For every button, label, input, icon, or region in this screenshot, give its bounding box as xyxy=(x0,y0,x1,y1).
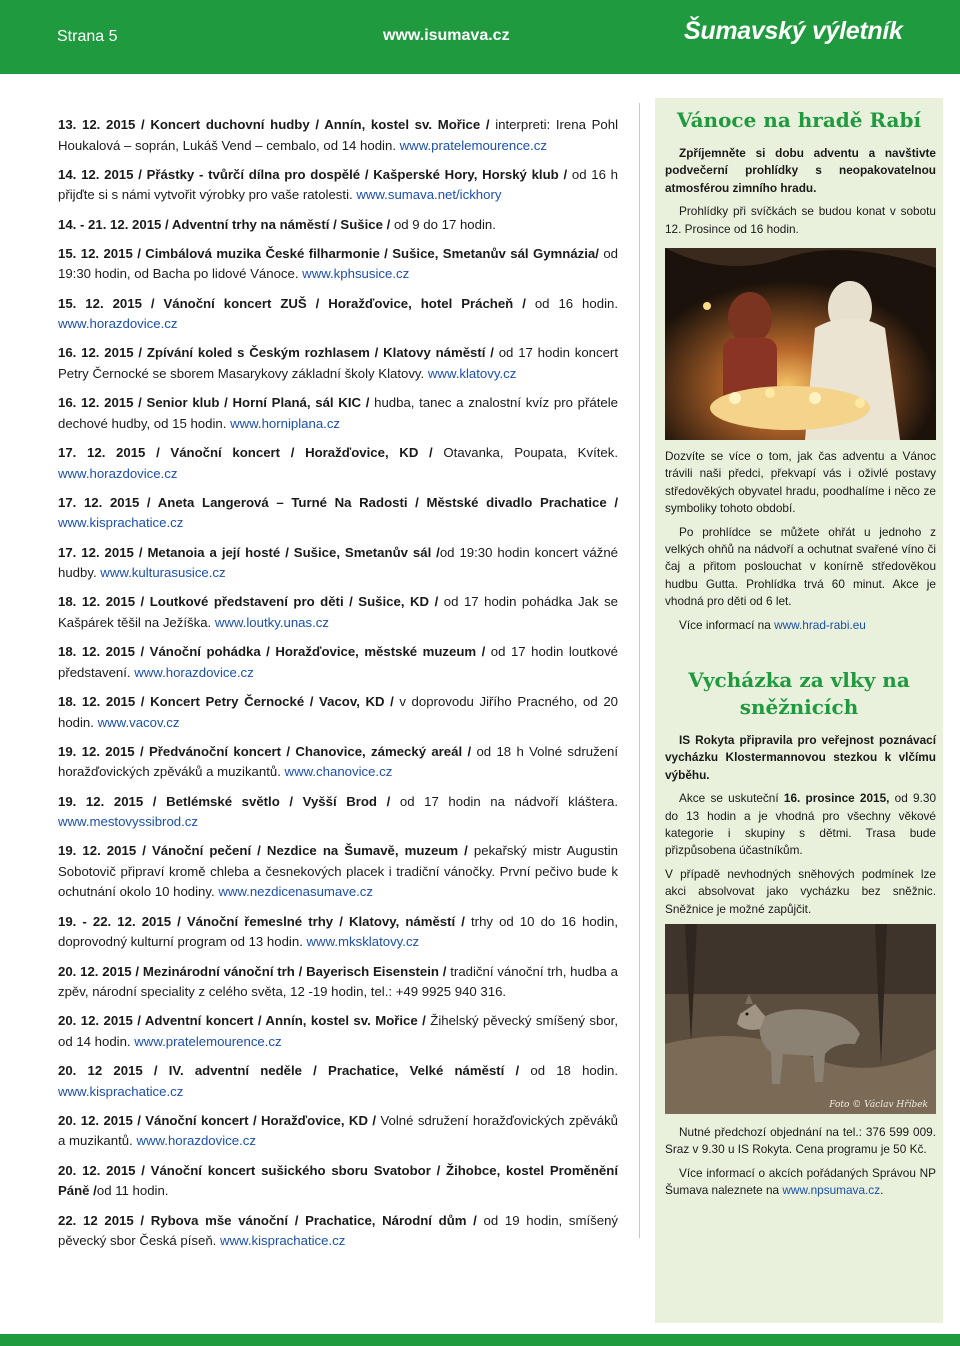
event-item xyxy=(58,393,618,434)
event-heading: 20. 12. 2015 / Mezinárodní vánoční trh / Bayerisch Eisenstein / xyxy=(58,963,447,979)
brand-logo: Šumavský výletník xyxy=(684,17,903,45)
event-description: trhy od 10 do 16 hodin, doprovodný kulturní program od 13 hodin. xyxy=(58,913,618,950)
event-heading: 17. 12. 2015 / Vánoční koncert / Horažďovice, KD / xyxy=(58,445,433,461)
event-heading: 17. 12. 2015 / Metanoia a její hosté / Sušice, Smetanův sál / xyxy=(58,544,440,560)
event-description: od 19 hodin, smíšený pěvecký sbor Česká píseň. xyxy=(58,1212,618,1249)
header-bar xyxy=(0,0,960,74)
event-list xyxy=(58,115,618,1260)
footer-bar xyxy=(0,1334,960,1346)
event-item xyxy=(58,1211,618,1252)
wolves-title: Vycházka za vlky na sněžnicích xyxy=(688,668,910,719)
event-heading: 20. 12 2015 / IV. adventní neděle / Prachatice, Velké náměstí / xyxy=(58,1063,520,1079)
event-heading: 16. 12. 2015 / Zpívání koled s Českým rozhlasem / Klatovy náměstí / xyxy=(58,345,494,361)
rabi-paragraph-2: Dozvíte se více o tom, jak čas adventu a Vánoc trávili naši předci, překvapí vás i oživlé postavy středověkých obyvatel hradu, poodhalíme i něco ze symboliky tohoto období. xyxy=(665,449,936,516)
event-link[interactable]: www.horazdovice.cz xyxy=(58,465,178,481)
event-link[interactable]: www.mksklatovy.cz xyxy=(306,934,420,950)
event-link[interactable]: www.kisprachatice.cz xyxy=(58,515,184,531)
event-link[interactable]: www.kisprachatice.cz xyxy=(220,1233,346,1249)
event-description: interpreti: Irena Pohl Houkalová – soprán, Lukáš Vend – cembalo, od 14 hodin. xyxy=(58,117,619,153)
npsumava-link[interactable]: www.npsumava.cz xyxy=(782,1183,881,1198)
event-item xyxy=(58,493,618,534)
page-number: Strana 5 xyxy=(57,28,118,45)
event-heading: 15. 12. 2015 / Cimbálová muzika České filharmonie / Sušice, Smetanův sál Gymnázia/ xyxy=(58,245,599,261)
event-description: v doprovodu Jiřího Pracného, od 20 hodin. xyxy=(58,694,618,730)
event-item xyxy=(58,244,618,285)
event-description: hudba, tanec a znalostní kvíz pro přátele dechové hudby, od 15 hodin. xyxy=(58,395,619,431)
event-heading: 19. 12. 2015 / Předvánoční koncert / Chanovice, zámecký areál / xyxy=(58,743,472,759)
event-link[interactable]: www.kphsusice.cz xyxy=(302,266,410,282)
event-item xyxy=(58,115,618,156)
event-description: od 9 do 17 hodin. xyxy=(390,216,496,232)
rabi-website-link[interactable]: www.hrad-rabi.eu xyxy=(774,617,866,632)
event-item xyxy=(58,1111,618,1152)
event-description: od 17 hodin pohádka Jak se Kašpárek těšil na Ježíška. xyxy=(58,594,619,630)
event-description: od 19:30 hodin koncert vážné hudby. xyxy=(58,544,618,581)
event-heading: 20. 12. 2015 / Vánoční koncert sušického sboru Svatobor / Žihobce, kostel Proměnění Páně / xyxy=(58,1162,618,1199)
event-heading: 16. 12. 2015 / Senior klub / Horní Planá, sál KIC / xyxy=(58,395,370,411)
rabi-intro xyxy=(665,145,936,244)
rabi-lead: Zpříjemněte si dobu adventu a navštivte podvečerní prohlídky s neopakovatelnou atmosférou zimního hradu. xyxy=(665,146,936,195)
event-heading: 18. 12. 2015 / Vánoční pohádka / Horažďovice, městské muzeum / xyxy=(58,644,486,660)
event-link[interactable]: www.klatovy.cz xyxy=(427,365,517,381)
wolves-paragraph-2: V případě nevhodných sněhových podmínek lze akci absolvovat jako vycházku bez sněžnic. Sněžnice je možné zapůjčit. xyxy=(665,866,936,916)
event-description: tradiční vánoční trh, hudba a zpěv, národní speciality z celého světa, 12 -19 hodin, tel.: +49 9925 940 316. xyxy=(58,963,618,1000)
event-link[interactable]: www.chanovice.cz xyxy=(284,764,393,780)
event-item xyxy=(58,592,618,633)
wolves-more-info: Více informací o akcích pořádaných Správou NP Šumava naleznete na www.npsumava.cz. xyxy=(665,1165,936,1198)
event-link[interactable]: www.kisprachatice.cz xyxy=(58,1083,184,1099)
rabi-castle-photo xyxy=(665,248,936,440)
event-heading: 14. - 21. 12. 2015 / Adventní trhy na náměstí / Sušice / xyxy=(58,216,391,232)
event-description: od 16 hodin. xyxy=(525,295,618,311)
event-item xyxy=(58,1161,618,1202)
wolves-paragraph-1: Akce se uskuteční 16. prosince 2015, od 9.30 do 13 hodin a je vhodná pro všechny věkové kategorie i skupiny s dětmi. Trasa bude přizpůsobena účastníkům. xyxy=(665,791,937,858)
event-link[interactable]: www.loutky.unas.cz xyxy=(214,614,329,630)
event-heading: 20. 12. 2015 / Adventní koncert / Annín, kostel sv. Mořice / xyxy=(58,1013,426,1029)
site-url[interactable]: www.isumava.cz xyxy=(383,27,510,44)
event-item xyxy=(58,841,618,903)
event-description: Otavanka, Poupata, Kvítek. xyxy=(432,445,618,461)
event-link[interactable]: www.pratelemourence.cz xyxy=(134,1033,282,1049)
event-heading: 15. 12. 2015 / Vánoční koncert ZUŠ / Horažďovice, hotel Prácheň / xyxy=(58,295,526,311)
event-item xyxy=(58,1011,618,1052)
event-heading: 18. 12. 2015 / Loutkové představení pro děti / Sušice, KD / xyxy=(58,594,439,610)
rabi-body xyxy=(665,448,936,640)
event-heading: 22. 12 2015 / Rybova mše vánoční / Prachatice, Národní dům / xyxy=(58,1212,477,1228)
event-item xyxy=(58,294,618,335)
event-heading: 19. 12. 2015 / Betlémské světlo / Vyšší Brod / xyxy=(58,793,391,809)
event-heading: 20. 12. 2015 / Vánoční koncert / Horažďovice, KD / xyxy=(58,1112,377,1128)
rabi-more-info: Více informací na www.hrad-rabi.eu xyxy=(679,617,866,632)
event-heading: 14. 12. 2015 / Přástky - tvůrčí dílna pro dospělé / Kašperské Hory, Horský klub / xyxy=(58,166,568,182)
event-description: Volné sdružení horažďovických zpěváků a muzikantů. xyxy=(58,1112,618,1149)
column-divider xyxy=(639,103,640,1238)
event-description: od 18 hodin. xyxy=(519,1063,618,1079)
event-link[interactable]: www.horazdovice.cz xyxy=(136,1133,256,1149)
rabi-title: Vánoce na hradě Rabí xyxy=(676,108,922,132)
event-item xyxy=(58,962,618,1003)
event-description: od 19:30 hodin, od Bacha po lidové Vánoce. xyxy=(58,245,618,282)
event-link[interactable]: www.kulturasusice.cz xyxy=(100,565,226,581)
event-description: od 17 hodin na nádvoří kláštera. xyxy=(390,793,618,809)
event-heading: 18. 12. 2015 / Koncert Petry Černocké / Vacov, KD / xyxy=(58,694,394,710)
event-description: od 16 h přijďte si s námi vytvořit výrobky pro vaše ratolesti. xyxy=(58,166,619,203)
event-item xyxy=(58,642,618,683)
event-link[interactable]: www.horniplana.cz xyxy=(230,415,341,431)
wolf-photo xyxy=(665,924,936,1114)
event-heading: 19. 12. 2015 / Vánoční pečení / Nezdice na Šumavě, muzeum / xyxy=(58,843,468,859)
event-item xyxy=(58,792,618,833)
event-item xyxy=(58,215,618,236)
rabi-paragraph-3: Po prohlídce se můžete ohřát u jednoho z velkých ohňů na nádvoří a ochutnat svařené víno či čaj a přitom poslouchat v konírně středověkou hudbu Gutta. Prohlídka trvá 60 minut. Akce je vhodná pro děti od 6 let. xyxy=(665,524,936,609)
event-item xyxy=(58,912,618,953)
sidebar xyxy=(655,98,943,1323)
event-link[interactable]: www.pratelemourence.cz xyxy=(399,137,547,153)
event-link[interactable]: www.mestovyssibrod.cz xyxy=(58,814,198,830)
event-link[interactable]: www.nezdicenasumave.cz xyxy=(218,884,373,900)
event-link[interactable]: www.horazdovice.cz xyxy=(58,316,178,332)
event-link[interactable]: www.sumava.net/ickhory xyxy=(356,187,502,203)
event-link[interactable]: www.vacov.cz xyxy=(97,714,180,730)
event-link[interactable]: www.horazdovice.cz xyxy=(134,664,254,680)
event-heading: 17. 12. 2015 / Aneta Langerová – Turné Na Radosti / Městské divadlo Prachatice / xyxy=(58,494,618,510)
event-heading: 13. 12. 2015 / Koncert duchovní hudby / Annín, kostel sv. Mořice / xyxy=(58,117,490,132)
candlelit-scene-image xyxy=(665,248,936,440)
event-item xyxy=(58,343,618,384)
wolves-paragraph-3: Nutné předchozí objednání na tel.: 376 599 009. Sraz v 9.30 u IS Rokyta. Cena programu je 50 Kč. xyxy=(665,1125,936,1157)
wolves-intro xyxy=(665,732,936,924)
event-description: od 17 hodin loutkové představení. xyxy=(58,644,618,680)
event-item xyxy=(58,543,618,584)
event-description: pekařský mistr Augustin Sobotovič připraví kromě chleba a česnekových placek i tradiční vánočky. První pečivo bude k ochutnání okolo 10 hodiny. xyxy=(58,843,618,900)
event-description: Žihelský pěvecký smíšený sbor, od 14 hodin. xyxy=(58,1013,618,1049)
rabi-paragraph-1: Prohlídky při svíčkách se budou konat v sobotu 12. Prosince od 16 hodin. xyxy=(665,204,936,236)
event-description: od 17 hodin koncert Petry Černocké se sborem Masarykovy základní školy Klatovy. xyxy=(58,345,618,381)
event-item xyxy=(58,443,618,484)
wolves-body xyxy=(665,1124,936,1206)
event-item xyxy=(58,1061,618,1102)
wolf-image xyxy=(665,924,936,1114)
wolves-lead: IS Rokyta připravila pro veřejnost poznávací vycházku Klostermannovou stezkou k vlčímu výběhu. xyxy=(665,733,936,782)
event-heading: 19. - 22. 12. 2015 / Vánoční řemeslné trhy / Klatovy, náměstí / xyxy=(58,913,465,929)
event-item xyxy=(58,692,618,733)
photo-credit: Foto © Václav Hříbek xyxy=(829,1100,928,1110)
event-description: od 11 hodin. xyxy=(96,1183,169,1199)
event-description: od 18 h Volné sdružení horažďovických zpěváků a muzikantů. xyxy=(58,743,618,780)
event-item xyxy=(58,165,618,206)
event-item xyxy=(58,742,618,783)
